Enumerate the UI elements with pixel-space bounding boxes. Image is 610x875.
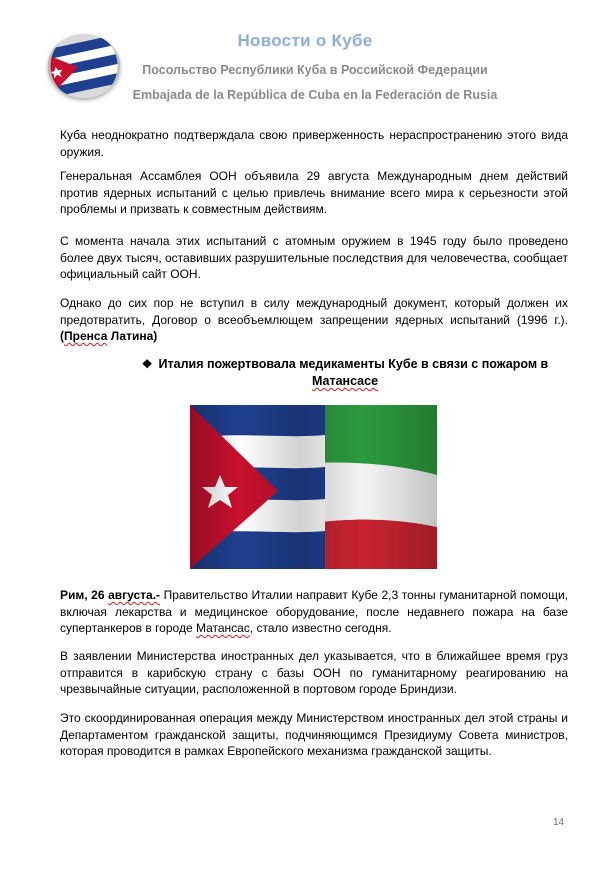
article1-paragraph-2: [60, 168, 568, 218]
city-name: Матансас: [195, 621, 250, 635]
dateline: [60, 588, 160, 602]
article2-paragraph-1: [60, 587, 568, 637]
article2-paragraph-3: [60, 710, 568, 760]
article1-paragraph-4: [60, 295, 568, 345]
embassy-name-es: Embajada de la República de Cuba en la Federación de Rusia: [132, 88, 498, 102]
paragraph-text: С момента начала этих испытаний с атомным оружием в 1945 году было проведено более двух тысяч, оставивших разрушительные последствия для человечества, сообщает официальный сайт ООН.: [60, 234, 568, 281]
article2-headline: [120, 356, 570, 390]
paragraph-text: Это скоординированная операция между Министерством иностранных дел этой страны и Департаментом гражданской защиты, подчиняющимся Президиуму Совета министров, которая проводится в рамках Европейского механизма гражданской защиты.: [60, 711, 568, 758]
source-rest: Латина): [107, 329, 158, 343]
headline-text: Италия пожертвовала медикаменты Кубе в связи с пожаром в: [158, 357, 549, 371]
embassy-name-ru: Посольство Республики Куба в Российской Федерации: [142, 63, 488, 77]
diamond-bullet-icon: ❖: [141, 357, 153, 371]
newsletter-title: Новости о Кубе: [237, 31, 373, 50]
cuba-italy-flags-image: [190, 405, 437, 569]
page-number: 14: [553, 817, 565, 828]
source-open-paren: (: [60, 329, 64, 343]
dateline-city: Рим, 26: [60, 588, 109, 602]
paragraph-text: [60, 587, 568, 637]
dateline-month: августа.-: [108, 588, 161, 602]
article1-paragraph-3: [60, 233, 568, 283]
paragraph-text: Генеральная Ассамблея ООН объявила 29 августа Международным днем действий против ядерных испытаний с целью привлечь внимание всего мира к серьезности этой проблемы и призвать к совместным действиям.: [60, 169, 568, 216]
page-header: [0, 0, 610, 110]
paragraph-text: [60, 295, 568, 345]
paragraph-text: Куба неоднократно подтверждала свою приверженность нераспространению этого вида оружия.: [60, 128, 568, 159]
source-credit: [60, 329, 157, 343]
article1-paragraph-1: [60, 127, 568, 160]
paragraph-text: Однако до сих пор не вступил в силу международный документ, который должен их предотвратить, Договор о всеобъемлющем запрещении ядерных испытаний (1996 г.).: [60, 296, 568, 327]
headline-place: Матансасе: [311, 374, 379, 388]
paragraph-text: В заявлении Министерства иностранных дел указывается, что в ближайшее время груз отправится в карибскую страну с базы ООН по гуманитарному реагированию на чрезвычайные ситуации, расположенной в портовом городе Бриндизи.: [60, 649, 568, 696]
paragraph-text: , стало известно сегодня.: [249, 621, 392, 635]
source-word: Пренса: [64, 329, 108, 343]
article2-paragraph-2: [60, 648, 568, 698]
paragraph-text: Правительство Италии направит Кубе 2,3 тонны гуманитарной помощи, включая лекарства и медицинское оборудование, после недавнего пожара на базе супертанкеров в городе: [60, 588, 568, 635]
